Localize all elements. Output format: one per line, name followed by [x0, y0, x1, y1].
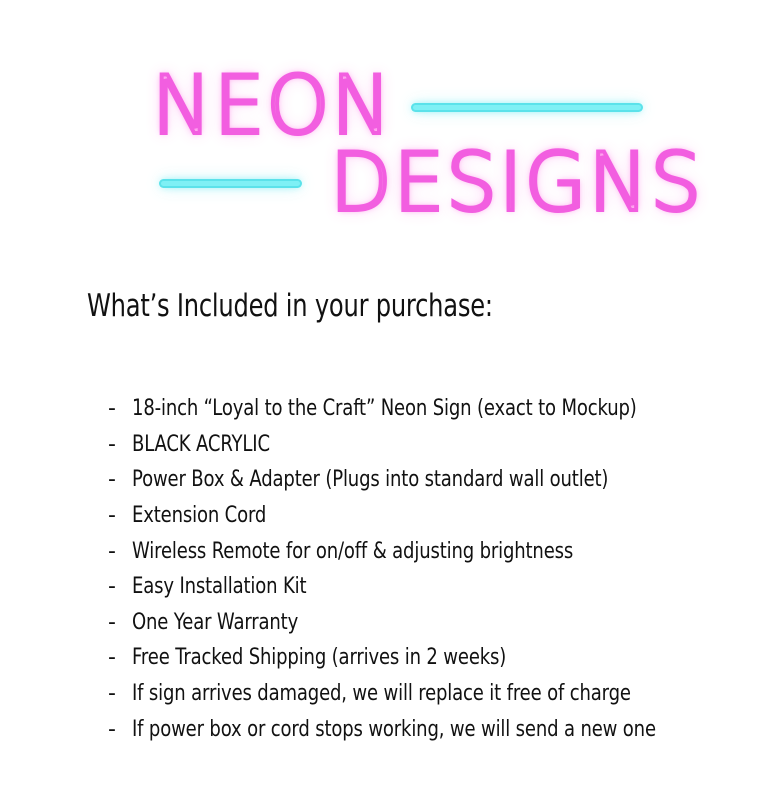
list-item-text: BLACK ACRYLIC [132, 431, 270, 457]
list-item-text: Easy Installation Kit [132, 574, 307, 600]
neon-designs-logo [0, 0, 762, 250]
list-item [108, 605, 762, 641]
list-dash: - [108, 681, 116, 707]
list-dash: - [108, 503, 116, 529]
list-item [108, 676, 762, 712]
list-item [108, 498, 762, 534]
list-dash: - [108, 467, 116, 493]
list-item-text: Free Tracked Shipping (arrives in 2 weeks) [132, 645, 507, 671]
logo-neon-bar-top [413, 105, 641, 110]
list-item [108, 427, 762, 463]
logo-neon-bar-bottom [161, 181, 300, 186]
list-item-text: Wireless Remote for on/off & adjusting brightness [132, 538, 574, 564]
logo-word-neon: NEON [152, 59, 394, 152]
list-item [108, 391, 762, 427]
list-item-text: Extension Cord [132, 503, 267, 529]
list-dash: - [108, 716, 116, 742]
list-item-text: If power box or cord stops working, we will send a new one [132, 716, 656, 742]
included-items-list [108, 391, 762, 747]
list-item-text: 18-inch “Loyal to the Craft” Neon Sign (exact to Mockup) [132, 396, 637, 422]
list-item [108, 533, 762, 569]
list-item [108, 569, 762, 605]
section-heading: What’s Included in your purchase: [87, 288, 493, 324]
list-dash: - [108, 645, 116, 671]
list-dash: - [108, 609, 116, 635]
list-dash: - [108, 431, 116, 457]
list-dash: - [108, 574, 116, 600]
list-item-text: If sign arrives damaged, we will replace it free of charge [132, 681, 631, 707]
list-item-text: One Year Warranty [132, 609, 299, 635]
list-item [108, 711, 762, 747]
list-dash: - [108, 538, 116, 564]
list-dash: - [108, 396, 116, 422]
list-item [108, 640, 762, 676]
logo-word-designs: DESIGNS [330, 136, 704, 229]
list-item [108, 462, 762, 498]
list-item-text: Power Box & Adapter (Plugs into standard wall outlet) [132, 467, 609, 493]
